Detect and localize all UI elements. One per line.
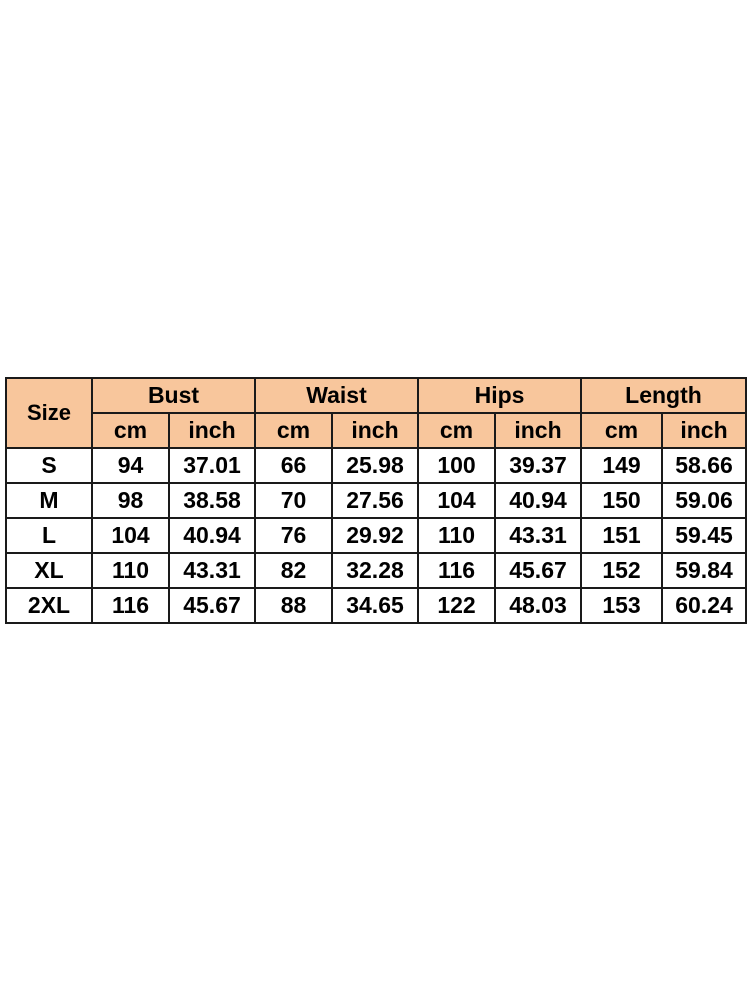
unit-header: cm bbox=[418, 413, 495, 448]
table-row bbox=[6, 518, 746, 553]
group-header-row bbox=[6, 378, 746, 413]
value-cell: 43.31 bbox=[495, 518, 581, 553]
value-cell: 29.92 bbox=[332, 518, 418, 553]
value-cell: 149 bbox=[581, 448, 662, 483]
value-cell: 116 bbox=[92, 588, 169, 623]
value-cell: 100 bbox=[418, 448, 495, 483]
size-chart-table bbox=[5, 377, 747, 624]
size-column-header: Size bbox=[6, 378, 92, 448]
hips-group-header: Hips bbox=[418, 378, 581, 413]
value-cell: 98 bbox=[92, 483, 169, 518]
value-cell: 59.45 bbox=[662, 518, 746, 553]
size-cell: L bbox=[6, 518, 92, 553]
unit-header-row bbox=[6, 413, 746, 448]
value-cell: 122 bbox=[418, 588, 495, 623]
value-cell: 152 bbox=[581, 553, 662, 588]
value-cell: 110 bbox=[418, 518, 495, 553]
value-cell: 104 bbox=[92, 518, 169, 553]
value-cell: 40.94 bbox=[495, 483, 581, 518]
size-cell: M bbox=[6, 483, 92, 518]
value-cell: 60.24 bbox=[662, 588, 746, 623]
table-header bbox=[6, 378, 746, 448]
unit-header: cm bbox=[581, 413, 662, 448]
value-cell: 59.84 bbox=[662, 553, 746, 588]
unit-header: inch bbox=[332, 413, 418, 448]
value-cell: 116 bbox=[418, 553, 495, 588]
unit-header: inch bbox=[495, 413, 581, 448]
value-cell: 70 bbox=[255, 483, 332, 518]
value-cell: 76 bbox=[255, 518, 332, 553]
size-cell: S bbox=[6, 448, 92, 483]
value-cell: 66 bbox=[255, 448, 332, 483]
value-cell: 27.56 bbox=[332, 483, 418, 518]
unit-header: cm bbox=[255, 413, 332, 448]
value-cell: 82 bbox=[255, 553, 332, 588]
value-cell: 34.65 bbox=[332, 588, 418, 623]
unit-header: inch bbox=[662, 413, 746, 448]
value-cell: 43.31 bbox=[169, 553, 255, 588]
table-row bbox=[6, 588, 746, 623]
value-cell: 48.03 bbox=[495, 588, 581, 623]
value-cell: 94 bbox=[92, 448, 169, 483]
table-row bbox=[6, 448, 746, 483]
size-cell: 2XL bbox=[6, 588, 92, 623]
value-cell: 59.06 bbox=[662, 483, 746, 518]
table-row bbox=[6, 483, 746, 518]
table-body bbox=[6, 448, 746, 623]
value-cell: 88 bbox=[255, 588, 332, 623]
value-cell: 38.58 bbox=[169, 483, 255, 518]
value-cell: 58.66 bbox=[662, 448, 746, 483]
value-cell: 37.01 bbox=[169, 448, 255, 483]
bust-group-header: Bust bbox=[92, 378, 255, 413]
value-cell: 153 bbox=[581, 588, 662, 623]
value-cell: 39.37 bbox=[495, 448, 581, 483]
value-cell: 40.94 bbox=[169, 518, 255, 553]
size-cell: XL bbox=[6, 553, 92, 588]
unit-header: cm bbox=[92, 413, 169, 448]
length-group-header: Length bbox=[581, 378, 746, 413]
value-cell: 45.67 bbox=[169, 588, 255, 623]
value-cell: 32.28 bbox=[332, 553, 418, 588]
value-cell: 25.98 bbox=[332, 448, 418, 483]
value-cell: 150 bbox=[581, 483, 662, 518]
value-cell: 104 bbox=[418, 483, 495, 518]
value-cell: 110 bbox=[92, 553, 169, 588]
value-cell: 45.67 bbox=[495, 553, 581, 588]
table-row bbox=[6, 553, 746, 588]
waist-group-header: Waist bbox=[255, 378, 418, 413]
value-cell: 151 bbox=[581, 518, 662, 553]
unit-header: inch bbox=[169, 413, 255, 448]
